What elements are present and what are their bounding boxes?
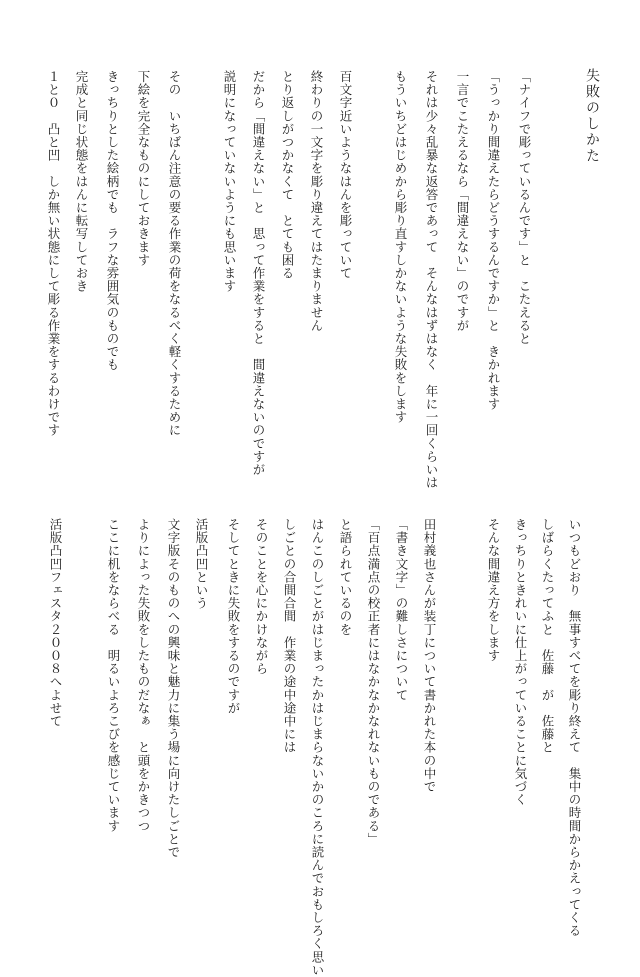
- text-column: きっちりときれいに仕上がっていることに気づく: [513, 518, 528, 807]
- text-column: 完成と同じ状態をはんに転写しておき: [74, 70, 89, 293]
- text-column: しごとの合間合間 作業の途中途中には: [282, 518, 297, 754]
- text-column: それは少々乱暴な返答であって そんなはずはなく 年に一回くらいは: [424, 70, 439, 490]
- text-column: だから「間違えない」と 思って作業をすると 間違えないのですが: [251, 70, 266, 477]
- text-column: そしてときに失敗をするのですが: [226, 518, 241, 715]
- text-column: 「書き文字」の難しさについて: [394, 518, 409, 702]
- text-column: 下絵を完全なものにしておきます: [136, 70, 151, 267]
- text-column: 終わりの一文字を彫り違えてはたまりません: [309, 70, 324, 332]
- text-column: とり返しがつかなくて とても困る: [280, 70, 295, 280]
- text-column: 活版凸凹という: [194, 518, 209, 610]
- text-column: １と０ 凸と凹 しか無い状態にして彫る作業をするわけです: [46, 70, 61, 437]
- essay-title: 失敗のしかた: [584, 68, 600, 164]
- text-column: と語られているのを: [338, 518, 353, 636]
- text-column: はんこのしごとがはじまったかはじまらないかのころに読んでおもしろく思い: [310, 518, 325, 977]
- text-column: 説明になっていないようにも思います: [222, 70, 237, 293]
- text-column: そのことを心にかけながら: [254, 518, 269, 676]
- text-column: 田村義也さんが装丁について書かれた本の中で: [422, 518, 437, 794]
- dedication-line: 活版凸凹フェスタ２００８へよせて: [48, 518, 63, 728]
- text-column: その いちばん注意の要る作業の荷をなるべく軽くするために: [167, 70, 182, 437]
- text-column: きっちりとした絵柄でも ラフな雰囲気のものでも: [105, 70, 120, 372]
- text-column: しばらくたってふと 佐藤 が 佐藤と: [540, 518, 555, 754]
- text-column: もういちどはじめから彫り直すしかないような失敗をします: [393, 70, 408, 424]
- text-column: 「うっかり間違えたらどうするんですか」と きかれます: [486, 70, 501, 411]
- text-column: 百文字近いようなはんを彫っていて: [338, 70, 353, 280]
- text-column: ここに机をならべる 明るいよろこびを感じています: [106, 518, 121, 833]
- text-column: 文字版そのものへの興味と魅力に集う場に向けたしごとで: [166, 518, 181, 859]
- text-column: 一言でこたえるなら「間違えない」のですが: [455, 70, 470, 332]
- text-column: そんな間違え方をします: [486, 518, 501, 663]
- text-column: よりによった失敗をしたものだなぁ と頭をかきつつ: [136, 518, 151, 833]
- text-column: 「ナイフで彫っているんです」と こたえると: [517, 70, 532, 346]
- text-column: 「百点満点の校正者にはなかなかなれないものである」: [366, 518, 381, 846]
- text-column: いつもどおり 無事すべてを彫り終えて 集中の時間からかえってくる: [567, 518, 582, 938]
